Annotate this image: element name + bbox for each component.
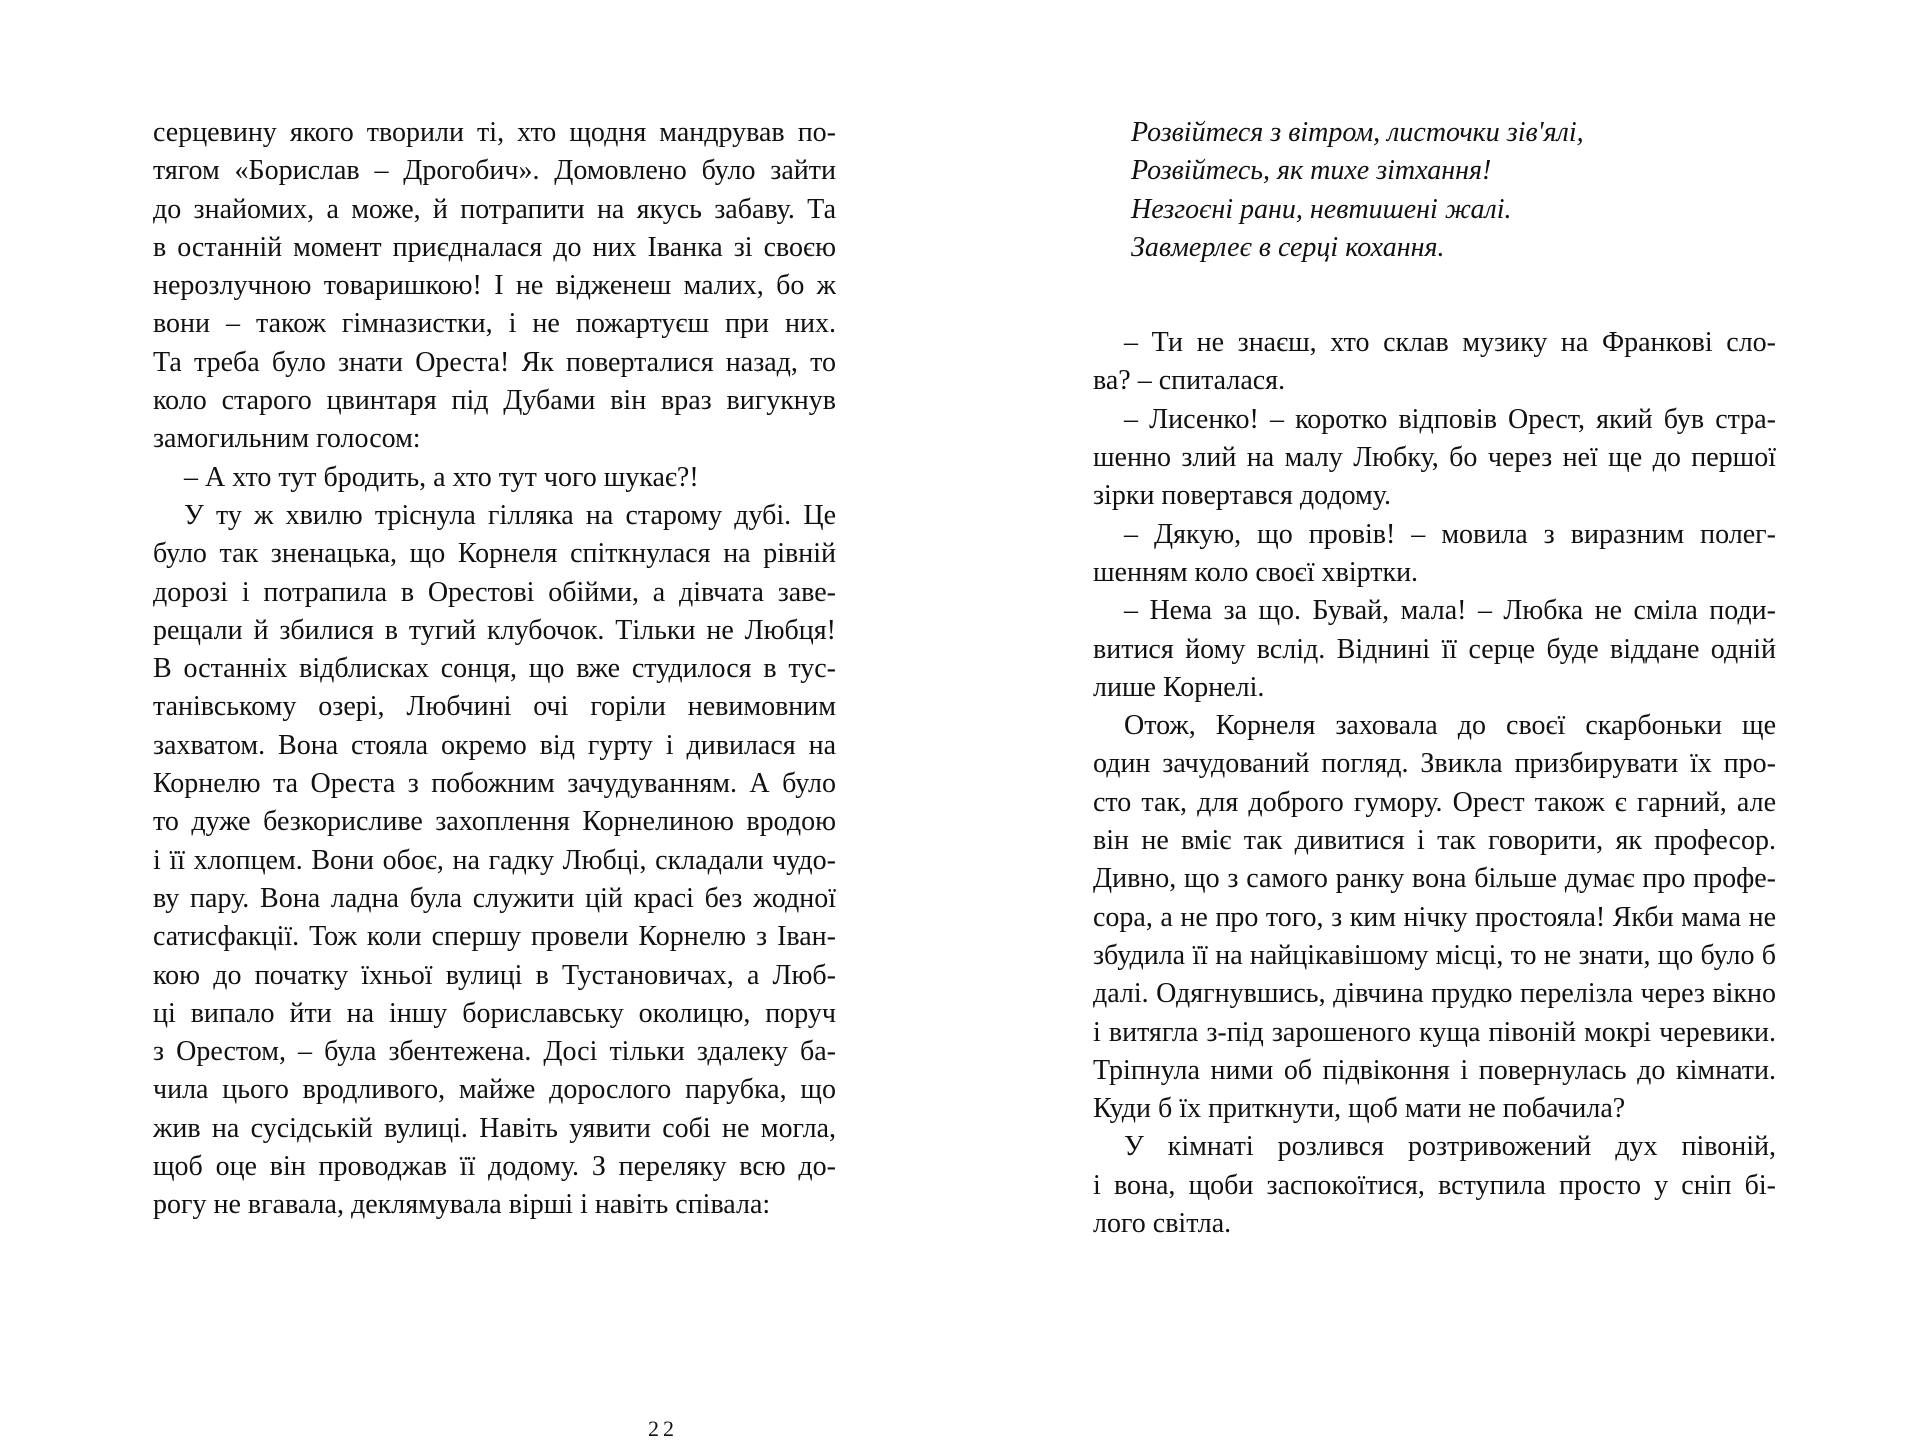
text-line: танівському озері, Любчині очі горіли невимовним xyxy=(153,691,836,723)
text-line: Та треба було знати Ореста! Як поверталися назад, то xyxy=(153,346,836,378)
text-line: Куди б їх приткнути, щоб мати не побачила? xyxy=(1093,1093,1626,1125)
page-number: 22 xyxy=(648,1416,678,1441)
text-line: Дивно, що з самого ранку вона більше думає про профе- xyxy=(1093,863,1776,895)
text-line: в останній момент приєдналася до них Іванка зі своєю xyxy=(153,231,836,263)
text-line: з Орестом, – була збентежена. Досі тільки здалеку ба- xyxy=(153,1036,836,1068)
text-line: рогу не вгавала, деклямувала вірші і навіть співала: xyxy=(153,1189,771,1221)
verse-line: Розвійтесь, як тихе зітхання! xyxy=(1131,155,1492,187)
text-line: то дуже безкорисливе захоплення Корнелиною вродою xyxy=(153,806,836,838)
text-line: він не вміє так дивитися і так говорити, як професор. xyxy=(1093,825,1776,857)
text-line: збудила її на найцікавішому місці, то не знати, що було б xyxy=(1093,939,1776,971)
text-line: – Нема за що. Бувай, мала! – Любка не сміла поди- xyxy=(1124,595,1776,627)
verse-line: Розвійтеся з вітром, листочки зів'ялі, xyxy=(1131,117,1584,148)
text-line: лого світла. xyxy=(1093,1208,1232,1240)
text-line: У кімнаті розлився розтривожений дух півоній, xyxy=(1124,1131,1776,1163)
text-line: – Дякую, що провів! – мовила з виразним полег- xyxy=(1124,518,1776,550)
right-page xyxy=(1093,114,1776,1243)
text-line: ці випало йти на іншу бориславську околицю, поруч xyxy=(153,997,836,1029)
text-line: – А хто тут бродить, а хто тут чого шукає?! xyxy=(184,461,699,493)
text-line: Отож, Корнеля заховала до своєї скарбоньки ще xyxy=(1124,710,1776,742)
text-line: вони – також гімназистки, і не пожартуєш при них. xyxy=(153,308,836,340)
text-line: тягом «Борислав – Дрогобич». Домовлено було зайти xyxy=(153,155,836,187)
text-line: далі. Одягнувшись, дівчина прудко перелізла через вікно xyxy=(1093,978,1776,1010)
text-line: – Ти не знаєш, хто склав музику на Франкові сло- xyxy=(1124,327,1776,359)
text-line: кою до початку їхньої вулиці в Тустановичах, а Люб- xyxy=(153,959,836,991)
text-line: У ту ж хвилю тріснула гілляка на старому дубі. Це xyxy=(184,499,836,531)
text-line: жив на сусідській вулиці. Навіть уявити собі не могла, xyxy=(153,1112,836,1144)
text-line: і витягла з-під зарошеного куща півоній мокрі черевики. xyxy=(1093,1016,1776,1048)
text-line: захватом. Вона стояла окремо від гурту і дивилася на xyxy=(153,729,836,761)
text-line: коло старого цвинтаря під Дубами він враз вигукнув xyxy=(153,385,836,417)
text-line: лише Корнелі. xyxy=(1093,671,1265,703)
text-line: В останніх відблисках сонця, що вже студилося в тус- xyxy=(153,653,836,685)
text-line: і її хлопцем. Вони обоє, на гадку Любці, складали чудо- xyxy=(153,844,836,876)
text-line: шенно злий на малу Любку, бо через неї ще до першої xyxy=(1093,442,1776,474)
text-line: серцевину якого творили ті, хто щодня мандрував по- xyxy=(153,117,836,148)
text-line: сатисфакції. Тож коли спершу провели Корнелю з Іван- xyxy=(153,921,836,953)
text-line: зірки повертався додому. xyxy=(1093,480,1391,512)
text-line: – Лисенко! – коротко відповів Орест, який був стра- xyxy=(1124,403,1776,435)
text-line: дорозі і потрапила в Орестові обійми, а дівчата заве- xyxy=(153,576,836,608)
text-line: Корнелю та Ореста з побожним зачудуванням. А було xyxy=(153,768,836,800)
verse-line: Незгоєні рани, невтишені жалі. xyxy=(1131,193,1512,225)
text-line: витися йому вслід. Віднині її серце буде віддане одній xyxy=(1093,633,1776,665)
text-line: і вона, щоби заспокоїтися, вступила просто у сніп бі- xyxy=(1093,1169,1776,1201)
text-line: шенням коло своєї хвіртки. xyxy=(1093,556,1419,588)
stanza-gap xyxy=(1093,267,1776,324)
text-line: сора, а не про того, з ким нічку простояла! Якби мама не xyxy=(1093,901,1776,933)
verse-line: Завмерлеє в серці кохання. xyxy=(1131,231,1445,263)
text-line: ва? – спиталася. xyxy=(1093,365,1286,397)
left-page-text xyxy=(153,114,836,1225)
text-line: один зачудований погляд. Звикла призбирувати їх про- xyxy=(1093,748,1776,780)
text-line: рещали й збилися в тугий клубочок. Тільки не Любця! xyxy=(153,614,836,646)
text-line: було так зненацька, що Корнеля спіткнулася на рівній xyxy=(153,538,836,570)
text-line: до знайомих, а може, й потрапити на якусь забаву. Та xyxy=(153,193,836,225)
text-line: замогильним голосом: xyxy=(153,423,421,455)
text-line: ву пару. Вона ладна була служити цій красі без жодної xyxy=(153,882,836,914)
right-page-text xyxy=(1093,324,1776,1243)
text-line: нерозлучною товаришкою! І не відженеш малих, бо ж xyxy=(153,270,836,302)
poem-verse xyxy=(1093,114,1776,267)
text-line: Тріпнула ними об підвіконня і повернулась до кімнати. xyxy=(1093,1054,1776,1086)
text-line: чила цього вродливого, майже дорослого парубка, що xyxy=(153,1074,836,1106)
text-line: сто так, для доброго гумору. Орест також є гарний, але xyxy=(1093,786,1776,818)
left-page xyxy=(153,114,836,1441)
text-line: щоб оце він проводжав її додому. З переляку всю до- xyxy=(153,1151,836,1183)
